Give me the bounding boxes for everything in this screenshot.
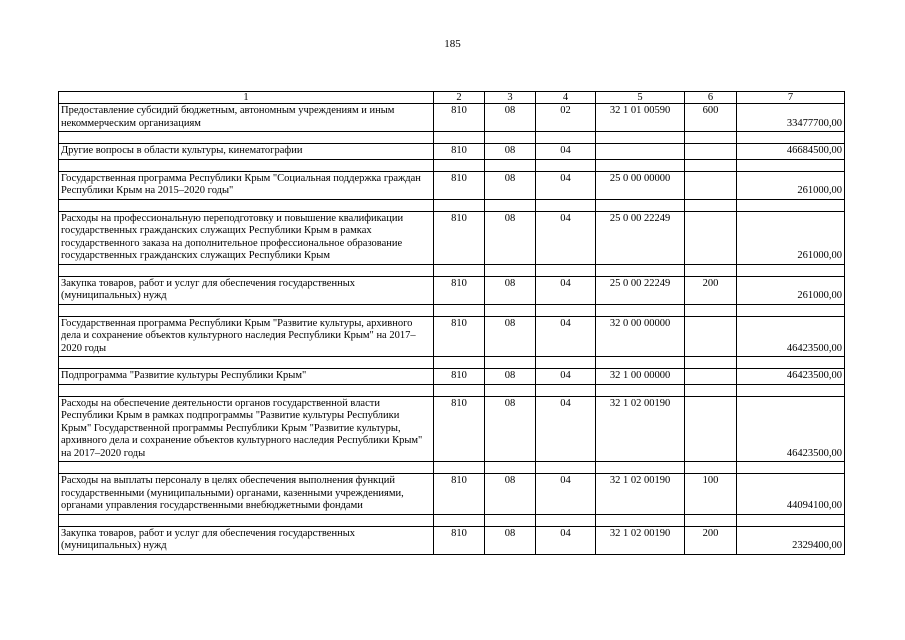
page-number: 185 bbox=[444, 38, 461, 50]
row-amount: 261000,00 bbox=[737, 171, 845, 199]
row-code-4: 04 bbox=[536, 474, 596, 515]
gap-cell bbox=[737, 384, 845, 396]
gap-cell bbox=[434, 264, 485, 276]
row-name: Государственная программа Республики Крым "Развитие культуры, архивного дела и сохранение объектов культурного наследия Республики Крым" на 2017–2020 годы bbox=[59, 316, 434, 357]
gap-cell bbox=[685, 357, 737, 369]
gap-cell bbox=[596, 304, 685, 316]
gap-cell bbox=[59, 514, 434, 526]
gap-cell bbox=[596, 199, 685, 211]
row-code-6 bbox=[685, 171, 737, 199]
row-code-6 bbox=[685, 316, 737, 357]
table-row-gap bbox=[59, 159, 845, 171]
row-code-5: 32 1 00 00000 bbox=[596, 369, 685, 385]
gap-cell bbox=[737, 357, 845, 369]
gap-cell bbox=[485, 462, 536, 474]
gap-cell bbox=[59, 264, 434, 276]
row-code-2: 810 bbox=[434, 474, 485, 515]
header-cell: 7 bbox=[737, 92, 845, 104]
row-code-6: 100 bbox=[685, 474, 737, 515]
row-code-2: 810 bbox=[434, 171, 485, 199]
gap-cell bbox=[485, 199, 536, 211]
row-code-2: 810 bbox=[434, 316, 485, 357]
gap-cell bbox=[737, 264, 845, 276]
row-code-3: 08 bbox=[485, 316, 536, 357]
row-amount: 44094100,00 bbox=[737, 474, 845, 515]
table-row-gap bbox=[59, 357, 845, 369]
row-code-6 bbox=[685, 211, 737, 264]
gap-cell bbox=[59, 357, 434, 369]
gap-cell bbox=[485, 264, 536, 276]
row-code-2: 810 bbox=[434, 104, 485, 132]
row-name: Закупка товаров, работ и услуг для обеспечения государственных (муниципальных) нужд bbox=[59, 526, 434, 554]
row-code-3: 08 bbox=[485, 171, 536, 199]
row-code-4: 04 bbox=[536, 144, 596, 160]
row-code-6 bbox=[685, 144, 737, 160]
row-amount: 46423500,00 bbox=[737, 369, 845, 385]
gap-cell bbox=[737, 159, 845, 171]
row-code-4: 04 bbox=[536, 526, 596, 554]
table-row bbox=[59, 104, 845, 132]
row-code-3: 08 bbox=[485, 276, 536, 304]
row-code-4: 04 bbox=[536, 396, 596, 462]
gap-cell bbox=[434, 159, 485, 171]
header-cell: 1 bbox=[59, 92, 434, 104]
gap-cell bbox=[59, 304, 434, 316]
table-row bbox=[59, 171, 845, 199]
gap-cell bbox=[434, 462, 485, 474]
row-amount: 46423500,00 bbox=[737, 396, 845, 462]
row-code-5: 32 0 00 00000 bbox=[596, 316, 685, 357]
row-name: Другие вопросы в области культуры, кинематографии bbox=[59, 144, 434, 160]
row-amount: 2329400,00 bbox=[737, 526, 845, 554]
gap-cell bbox=[685, 462, 737, 474]
gap-cell bbox=[685, 264, 737, 276]
row-code-5: 25 0 00 22249 bbox=[596, 211, 685, 264]
header-cell: 3 bbox=[485, 92, 536, 104]
gap-cell bbox=[685, 384, 737, 396]
gap-cell bbox=[536, 304, 596, 316]
gap-cell bbox=[596, 159, 685, 171]
table-row-gap bbox=[59, 384, 845, 396]
row-code-6: 600 bbox=[685, 104, 737, 132]
gap-cell bbox=[596, 264, 685, 276]
gap-cell bbox=[59, 159, 434, 171]
budget-table bbox=[58, 91, 845, 555]
row-code-6: 200 bbox=[685, 276, 737, 304]
gap-cell bbox=[485, 132, 536, 144]
row-code-5: 32 1 01 00590 bbox=[596, 104, 685, 132]
gap-cell bbox=[737, 199, 845, 211]
gap-cell bbox=[685, 159, 737, 171]
row-code-2: 810 bbox=[434, 396, 485, 462]
gap-cell bbox=[536, 514, 596, 526]
gap-cell bbox=[485, 159, 536, 171]
gap-cell bbox=[596, 384, 685, 396]
gap-cell bbox=[485, 384, 536, 396]
row-code-3: 08 bbox=[485, 144, 536, 160]
row-code-3: 08 bbox=[485, 369, 536, 385]
gap-cell bbox=[596, 514, 685, 526]
header-cell: 4 bbox=[536, 92, 596, 104]
gap-cell bbox=[596, 132, 685, 144]
row-code-5: 25 0 00 00000 bbox=[596, 171, 685, 199]
row-name: Расходы на обеспечение деятельности органов государственной власти Республики Крым в рамках подпрограммы "Развитие культуры Республики Крым" Государственной программы Республики Крым "Развитие культуры, архивного дела и сохранение объектов культурного наследия Республики Крым" на 2017–2020 годы bbox=[59, 396, 434, 462]
row-code-2: 810 bbox=[434, 526, 485, 554]
gap-cell bbox=[737, 462, 845, 474]
row-amount: 33477700,00 bbox=[737, 104, 845, 132]
row-code-3: 08 bbox=[485, 104, 536, 132]
gap-cell bbox=[685, 514, 737, 526]
table-row bbox=[59, 316, 845, 357]
row-code-2: 810 bbox=[434, 369, 485, 385]
gap-cell bbox=[536, 357, 596, 369]
table-row-gap bbox=[59, 304, 845, 316]
row-name: Предоставление субсидий бюджетным, автономным учреждениям и иным некоммерческим организациям bbox=[59, 104, 434, 132]
gap-cell bbox=[536, 264, 596, 276]
row-code-5: 32 1 02 00190 bbox=[596, 396, 685, 462]
gap-cell bbox=[59, 462, 434, 474]
table-row bbox=[59, 474, 845, 515]
gap-cell bbox=[737, 132, 845, 144]
row-name: Расходы на выплаты персоналу в целях обеспечения выполнения функций государственными (муниципальными) органами, казенными учреждениями, органами управления государственными внебюджетными фондами bbox=[59, 474, 434, 515]
header-cell: 2 bbox=[434, 92, 485, 104]
gap-cell bbox=[536, 132, 596, 144]
table-row-gap bbox=[59, 514, 845, 526]
table-row-gap bbox=[59, 132, 845, 144]
row-code-2: 810 bbox=[434, 276, 485, 304]
row-code-6 bbox=[685, 396, 737, 462]
row-amount: 46423500,00 bbox=[737, 316, 845, 357]
gap-cell bbox=[434, 514, 485, 526]
row-code-4: 04 bbox=[536, 276, 596, 304]
row-code-5: 32 1 02 00190 bbox=[596, 474, 685, 515]
row-code-4: 02 bbox=[536, 104, 596, 132]
gap-cell bbox=[434, 199, 485, 211]
row-code-4: 04 bbox=[536, 316, 596, 357]
row-code-3: 08 bbox=[485, 474, 536, 515]
gap-cell bbox=[737, 304, 845, 316]
table-header-row bbox=[59, 92, 845, 104]
table-row bbox=[59, 144, 845, 160]
header-cell: 5 bbox=[596, 92, 685, 104]
gap-cell bbox=[536, 199, 596, 211]
table-row bbox=[59, 369, 845, 385]
gap-cell bbox=[485, 357, 536, 369]
gap-cell bbox=[434, 384, 485, 396]
row-code-4: 04 bbox=[536, 211, 596, 264]
table-row bbox=[59, 276, 845, 304]
table-row bbox=[59, 211, 845, 264]
gap-cell bbox=[485, 514, 536, 526]
gap-cell bbox=[536, 462, 596, 474]
row-amount: 261000,00 bbox=[737, 276, 845, 304]
row-code-5 bbox=[596, 144, 685, 160]
row-code-5: 25 0 00 22249 bbox=[596, 276, 685, 304]
table-row-gap bbox=[59, 462, 845, 474]
row-code-2: 810 bbox=[434, 144, 485, 160]
header-cell: 6 bbox=[685, 92, 737, 104]
gap-cell bbox=[59, 384, 434, 396]
gap-cell bbox=[685, 304, 737, 316]
table-row-gap bbox=[59, 264, 845, 276]
row-code-3: 08 bbox=[485, 396, 536, 462]
gap-cell bbox=[59, 132, 434, 144]
row-code-4: 04 bbox=[536, 369, 596, 385]
row-code-6: 200 bbox=[685, 526, 737, 554]
row-code-3: 08 bbox=[485, 526, 536, 554]
row-code-3: 08 bbox=[485, 211, 536, 264]
gap-cell bbox=[737, 514, 845, 526]
gap-cell bbox=[685, 199, 737, 211]
row-code-2: 810 bbox=[434, 211, 485, 264]
row-amount: 261000,00 bbox=[737, 211, 845, 264]
gap-cell bbox=[596, 357, 685, 369]
row-name: Закупка товаров, работ и услуг для обеспечения государственных (муниципальных) нужд bbox=[59, 276, 434, 304]
gap-cell bbox=[596, 462, 685, 474]
row-amount: 46684500,00 bbox=[737, 144, 845, 160]
gap-cell bbox=[59, 199, 434, 211]
gap-cell bbox=[485, 304, 536, 316]
row-name: Государственная программа Республики Крым "Социальная поддержка граждан Республики Крым на 2015–2020 годы" bbox=[59, 171, 434, 199]
table-row bbox=[59, 526, 845, 554]
gap-cell bbox=[536, 159, 596, 171]
row-name: Подпрограмма "Развитие культуры Республики Крым" bbox=[59, 369, 434, 385]
gap-cell bbox=[434, 304, 485, 316]
gap-cell bbox=[536, 384, 596, 396]
table-row-gap bbox=[59, 199, 845, 211]
gap-cell bbox=[434, 357, 485, 369]
gap-cell bbox=[434, 132, 485, 144]
table-row bbox=[59, 396, 845, 462]
row-code-6 bbox=[685, 369, 737, 385]
gap-cell bbox=[685, 132, 737, 144]
row-code-4: 04 bbox=[536, 171, 596, 199]
row-name: Расходы на профессиональную переподготовку и повышение квалификации государственных гражданских служащих Республики Крым в рамках государственного заказа на дополнительное профессиональное образование государственных гражданских служащих Республики Крым bbox=[59, 211, 434, 264]
row-code-5: 32 1 02 00190 bbox=[596, 526, 685, 554]
